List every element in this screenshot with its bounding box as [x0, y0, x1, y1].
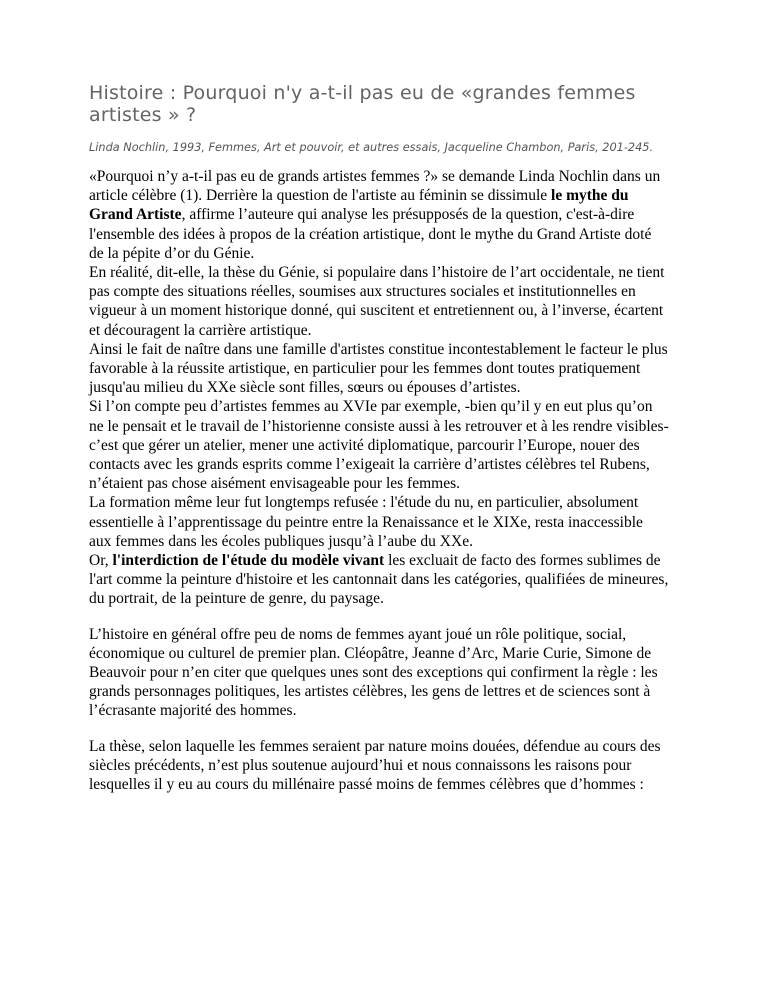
paragraph-1-line-6b: les excluait de facto des formes sublimes de l'art comme la peinture d'histoire et les cantonnait dans les catégories, qualifiées de mineures, du portrait, de la peinture de genre, du paysage.	[89, 552, 669, 608]
bold-phrase-grand-artiste: le mythe du Grand Artiste	[89, 187, 629, 224]
document-page	[89, 82, 669, 810]
paragraph-1-text-a: «Pourquoi n’y a-t-il pas eu de grands artistes femmes ?» se demande Linda Nochlin dans un article célèbre (1). Derrière la question de l'artiste au féminin se dissimule	[89, 168, 661, 205]
paragraph-2: L’histoire en général offre peu de noms de femmes ayant joué un rôle politique, social, économique ou culturel de premier plan. Cléopâtre, Jeanne d’Arc, Marie Curie, Simone de Beauvoir pour n’en citer que quelques unes sont des exceptions qui confirment la règle : les grands personnages politiques, les artistes célèbres, les gens de lettres et de sciences sont à l’écrasante majorité des hommes.	[89, 625, 658, 720]
paragraph-1-line-4: Si l’on compte peu d’artistes femmes au XVIe par exemple, -bien qu’il y en eut plus qu’on ne le pensait et le travail de l’historienne consiste aussi à les retrouver et à les rendre visibles- c’est que gérer un atelier, mener une activité diplomatique, parcourir l’Europe, nouer des contacts avec les grands esprits comme l’exigeait la carrière d’artistes célèbres tel Rubens, n’étaient pas chose aisément envisageable pour les femmes.	[89, 398, 669, 493]
citation: Linda Nochlin, 1993, Femmes, Art et pouvoir, et autres essais, Jacqueline Chambon, Paris, 201-245.	[89, 141, 654, 154]
paragraph-1-line-3: Ainsi le fait de naître dans une famille d'artistes constitue incontestablement le facteur le plus favorable à la réussite artistique, en particulier pour les femmes dont toutes pratiquement jusqu'au milieu du XXe siècle sont filles, sœurs ou épouses d’artistes.	[89, 340, 668, 397]
document-title: Histoire : Pourquoi n'y a-t-il pas eu de «grandes femmes artistes » ?	[89, 82, 636, 126]
paragraph-1-line-5: La formation même leur fut longtemps refusée : l'étude du nu, en particulier, absolument essentielle à l’apprentissage du peintre entre la Renaissance et le XIXe, resta inaccessible aux femmes dans les écoles publiques jusqu’à l’aube du XXe.	[89, 494, 643, 550]
bold-phrase-modele-vivant: l'interdiction de l'étude du modèle vivant	[112, 552, 385, 570]
paragraph-3: La thèse, selon laquelle les femmes seraient par nature moins douées, défendue au cours des siècles précédents, n’est plus soutenue aujourd’hui et nous connaissons les raisons pour lesquelles il y eu au cours du millénaire passé moins de femmes célèbres que d’hommes :	[89, 737, 661, 794]
paragraph-1-line-6a: Or,	[89, 552, 113, 570]
paragraph-1-text-b: , affirme l’auteure qui analyse les présupposés de la question, c'est-à-dire l'ensemble des idées à propos de la création artistique, dont le mythe du Grand Artiste doté de la pépite d’or du Génie.	[89, 206, 652, 262]
paragraph-1-line-2: En réalité, dit-elle, la thèse du Génie, si populaire dans l’histoire de l’art occidentale, ne tient pas compte des situations réelles, soumises aux structures sociales et institutionnelles en vigueur à un moment historique donné, qui suscitent et entretiennent ou, à l’inverse, écartent et découragent la carrière artistique.	[89, 264, 665, 339]
paragraph-1	[89, 167, 669, 609]
